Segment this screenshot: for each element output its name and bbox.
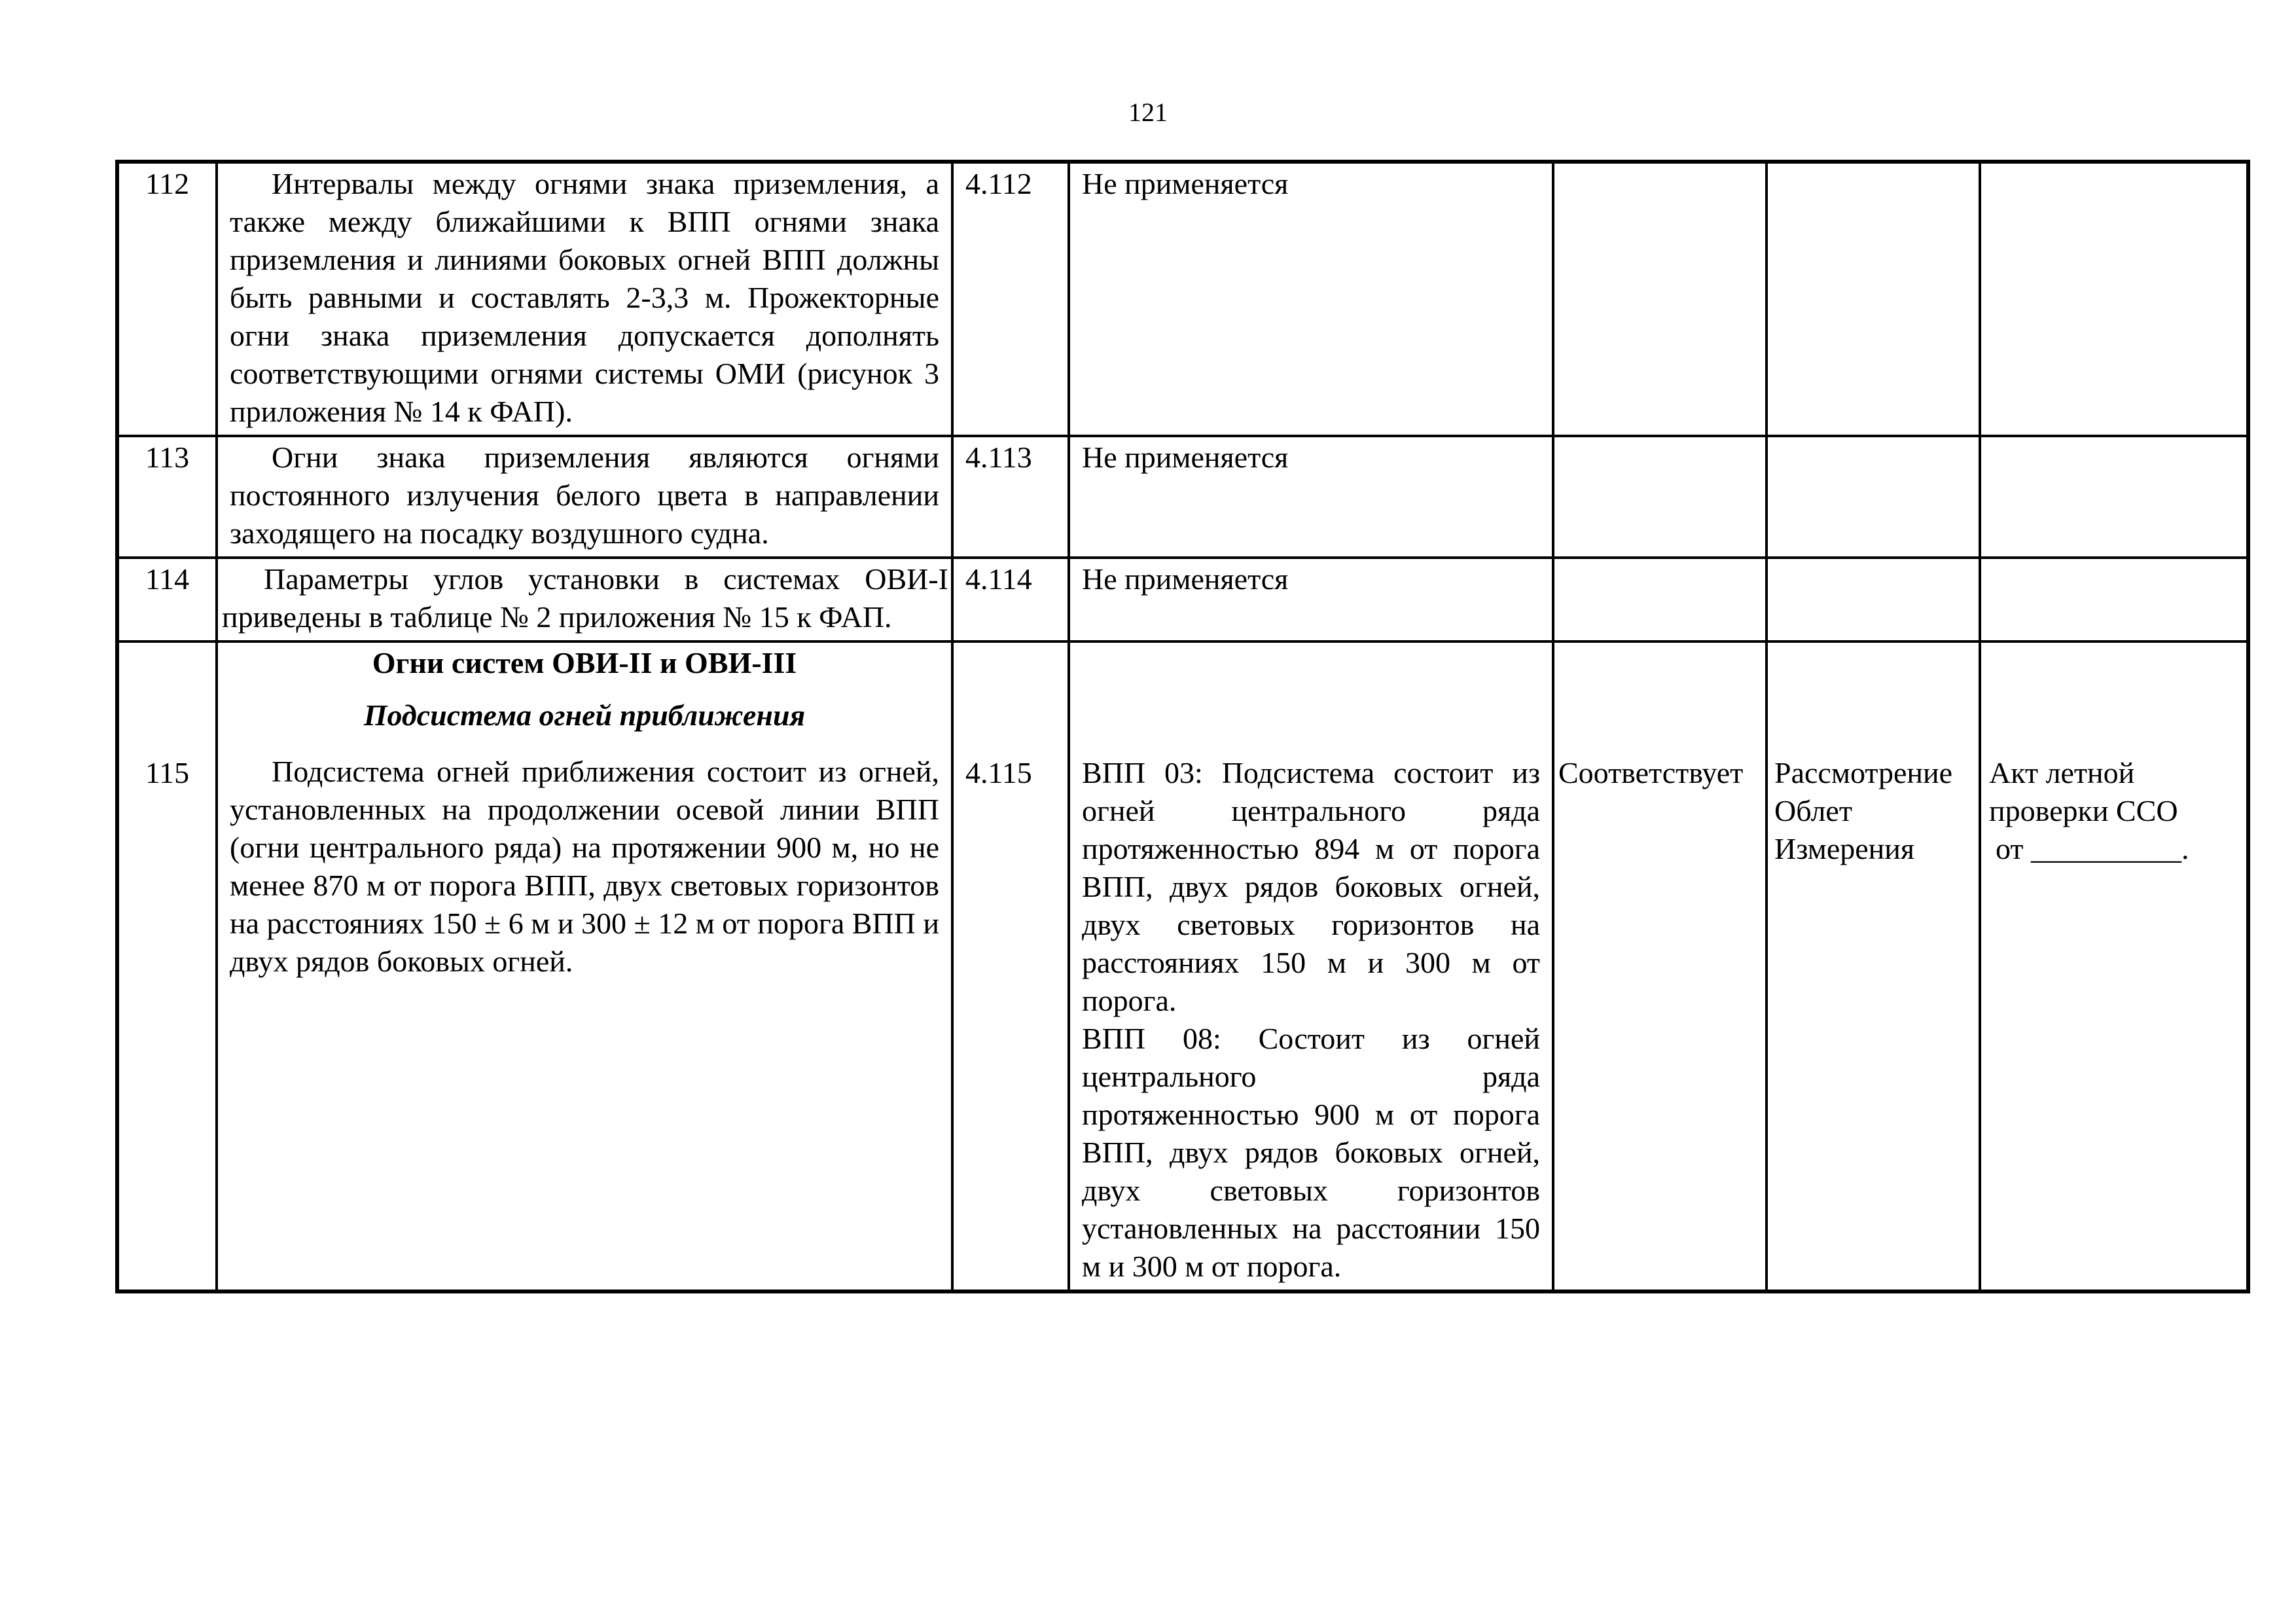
row-number-cell — [117, 641, 217, 1291]
row-number: 113 — [117, 436, 217, 558]
page-number: 121 — [1128, 98, 1168, 127]
method-measurement: Измерения — [1774, 832, 1915, 865]
table-row-115 — [117, 641, 2248, 1291]
requirement-cell — [217, 558, 952, 641]
method-cell — [1767, 641, 1980, 1291]
document-line-3: от __________. — [1996, 832, 2189, 865]
status-runway-03: ВПП 03: Подсистема состоит из огней центрального ряда протяженностью 894 м от порога ВПП, двух рядов боковых огней, двух световых горизонтов на расстояниях 150 м и 300 м от порога. — [1082, 756, 1540, 1017]
document-line-2: проверки ССО — [1989, 794, 2178, 827]
status-cell — [1069, 641, 1553, 1291]
requirements-table — [115, 160, 2250, 1293]
row-number: 114 — [117, 558, 217, 641]
table-row-113 — [117, 436, 2248, 558]
document-cell — [1980, 641, 2248, 1291]
clause-ref: 4.113 — [952, 436, 1069, 558]
method-cell — [1767, 436, 1980, 558]
conformity-cell — [1553, 641, 1767, 1291]
requirement-cell — [217, 436, 952, 558]
subsection-title: Подсистема огней приближения — [363, 698, 806, 732]
method-flight-check: Облет — [1774, 794, 1852, 827]
document-cell — [1980, 436, 2248, 558]
requirement-cell — [217, 641, 952, 1291]
requirement-text: Огни знака приземления являются огнями постоянного излучения белого цвета в направлении заходящего на посадку воздушного судна. — [230, 441, 939, 550]
row-number: 115 — [145, 756, 190, 789]
row-number: 112 — [117, 162, 217, 436]
conformity-cell — [1553, 558, 1767, 641]
section-title: Огни систем ОВИ-II и ОВИ-III — [372, 646, 797, 679]
status-cell: Не применяется — [1069, 436, 1553, 558]
table-row-114 — [117, 558, 2248, 641]
clause-ref: 4.112 — [952, 162, 1069, 436]
table-row-112 — [117, 162, 2248, 436]
document-cell — [1980, 558, 2248, 641]
requirement-text: Параметры углов установки в системах ОВИ-I приведены в таблице № 2 приложения № 15 к ФАП. — [222, 562, 948, 634]
status-cell: Не применяется — [1069, 558, 1553, 641]
requirement-cell — [217, 162, 952, 436]
clause-ref: 4.114 — [952, 558, 1069, 641]
requirement-text: Интервалы между огнями знака приземления, а также между ближайшими к ВПП огнями знака приземления и линиями боковых огней ВПП должны быть равными и составлять 2-3,3 м. Прожекторные огни знака приземления допускается дополнять соответствующими огнями системы ОМИ (рисунок 3 приложения № 14 к ФАП). — [230, 167, 939, 428]
method-review: Рассмотрение — [1774, 756, 1953, 789]
clause-ref-cell — [952, 641, 1069, 1291]
clause-ref: 4.115 — [965, 756, 1032, 789]
method-cell — [1767, 162, 1980, 436]
status-cell: Не применяется — [1069, 162, 1553, 436]
document-line-1: Акт летной — [1989, 756, 2135, 789]
status-runway-08: ВПП 08: Состоит из огней центрального ряда протяженностью 900 м от порога ВПП, двух рядов боковых огней, двух световых горизонтов установленных на расстоянии 150 м и 300 м от порога. — [1082, 1022, 1540, 1283]
method-cell — [1767, 558, 1980, 641]
requirement-text: Подсистема огней приближения состоит из огней, установленных на продолжении осевой линии ВПП (огни центрального ряда) на протяжении 900 м, но не менее 870 м от порога ВПП, двух световых горизонтов на расстояниях 150 ± 6 м и 300 ± 12 м от порога ВПП и двух рядов боковых огней. — [230, 755, 939, 978]
conformity-value: Соответствует — [1558, 756, 1744, 789]
conformity-cell — [1553, 162, 1767, 436]
conformity-cell — [1553, 436, 1767, 558]
document-cell — [1980, 162, 2248, 436]
